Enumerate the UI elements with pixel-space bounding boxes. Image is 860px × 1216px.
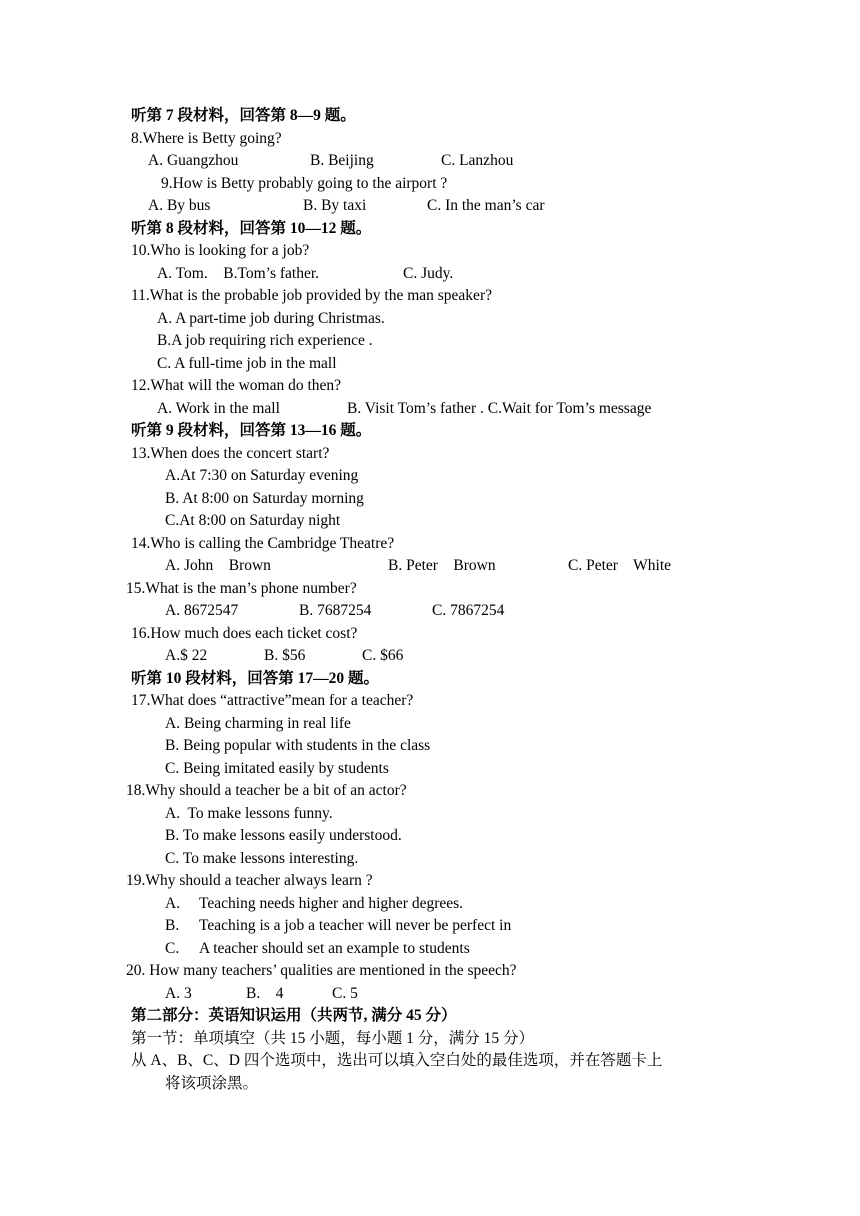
section-heading-9: 听第 9 段材料，回答第 13—16 题。 [131,422,372,439]
option-19c-letter: C. [165,940,180,957]
option-11c: C. A full-time job in the mall [157,355,337,372]
option-19a: Teaching needs higher and higher degrees. [199,895,464,912]
option-19b: Teaching is a job a teacher will never be perfect in [199,917,512,934]
section-heading-8: 听第 8 段材料，回答第 10—12 题。 [131,220,372,237]
option-15c: C. 7867254 [432,602,505,619]
option-14a: A. John Brown [165,557,271,574]
question-18: 18.Why should a teacher be a bit of an actor? [126,782,407,799]
option-13b: B. At 8:00 on Saturday morning [165,490,364,507]
option-12bc: B. Visit Tom’s father . C.Wait for Tom’s message [347,400,652,417]
option-9b: B. By taxi [303,197,367,214]
option-18a: A. To make lessons funny. [165,805,333,822]
option-8b: B. Beijing [310,152,374,169]
question-11: 11.What is the probable job provided by the man speaker? [131,287,492,304]
question-16: 16.How much does each ticket cost? [131,625,358,642]
option-20b: B. 4 [246,985,284,1002]
option-8a: A. Guangzhou [148,152,239,169]
option-20a: A. 3 [165,985,192,1002]
option-13a: A.At 7:30 on Saturday evening [165,467,359,484]
question-12: 12.What will the woman do then? [131,377,342,394]
option-13c: C.At 8:00 on Saturday night [165,512,341,529]
option-18b: B. To make lessons easily understood. [165,827,402,844]
option-20c: C. 5 [332,985,358,1002]
option-19b-letter: B. [165,917,180,934]
question-19: 19.Why should a teacher always learn ? [126,872,373,889]
question-20: 20. How many teachers’ qualities are mentioned in the speech? [126,962,517,979]
question-8: 8.Where is Betty going? [131,130,282,147]
option-17a: A. Being charming in real life [165,715,351,732]
option-19a-letter: A. [165,895,181,912]
section-heading-10: 听第 10 段材料，回答第 17—20 题。 [131,670,380,687]
option-9a: A. By bus [148,197,211,214]
option-16c: C. $66 [362,647,404,664]
instruction-line-1: 从 A、B、C、D 四个选项中，选出可以填入空白处的最佳选项，并在答题卡上 [131,1052,663,1069]
option-14c: C. Peter White [568,557,672,574]
question-9: 9.How is Betty probably going to the airport ? [161,175,448,192]
option-17c: C. Being imitated easily by students [165,760,389,777]
question-14: 14.Who is calling the Cambridge Theatre? [131,535,395,552]
option-19c: A teacher should set an example to students [199,940,470,957]
option-8c: C. Lanzhou [441,152,514,169]
option-11a: A. A part-time job during Christmas. [157,310,385,327]
instruction-line-2: 将该项涂黑。 [165,1075,259,1092]
option-15b: B. 7687254 [299,602,372,619]
option-11b: B.A job requiring rich experience . [157,332,373,349]
section-one-heading: 第一节：单项填空（共 15 小题，每小题 1 分，满分 15 分） [131,1030,535,1047]
option-10c: C. Judy. [403,265,454,282]
part-two-heading: 第二部分：英语知识运用（共两节, 满分 45 分） [131,1007,457,1024]
option-17b: B. Being popular with students in the class [165,737,431,754]
option-10ab: A. Tom. B.Tom’s father. [157,265,320,282]
question-10: 10.Who is looking for a job? [131,242,310,259]
option-16b: B. $56 [264,647,306,664]
question-13: 13.When does the concert start? [131,445,330,462]
option-9c: C. In the man’s car [427,197,545,214]
option-16a: A.$ 22 [165,647,208,664]
option-15a: A. 8672547 [165,602,239,619]
section-heading-7: 听第 7 段材料，回答第 8—9 题。 [131,107,356,124]
question-15: 15.What is the man’s phone number? [126,580,357,597]
option-12a: A. Work in the mall [157,400,280,417]
question-17: 17.What does “attractive”mean for a teacher? [131,692,414,709]
option-18c: C. To make lessons interesting. [165,850,359,867]
option-14b: B. Peter Brown [388,557,496,574]
